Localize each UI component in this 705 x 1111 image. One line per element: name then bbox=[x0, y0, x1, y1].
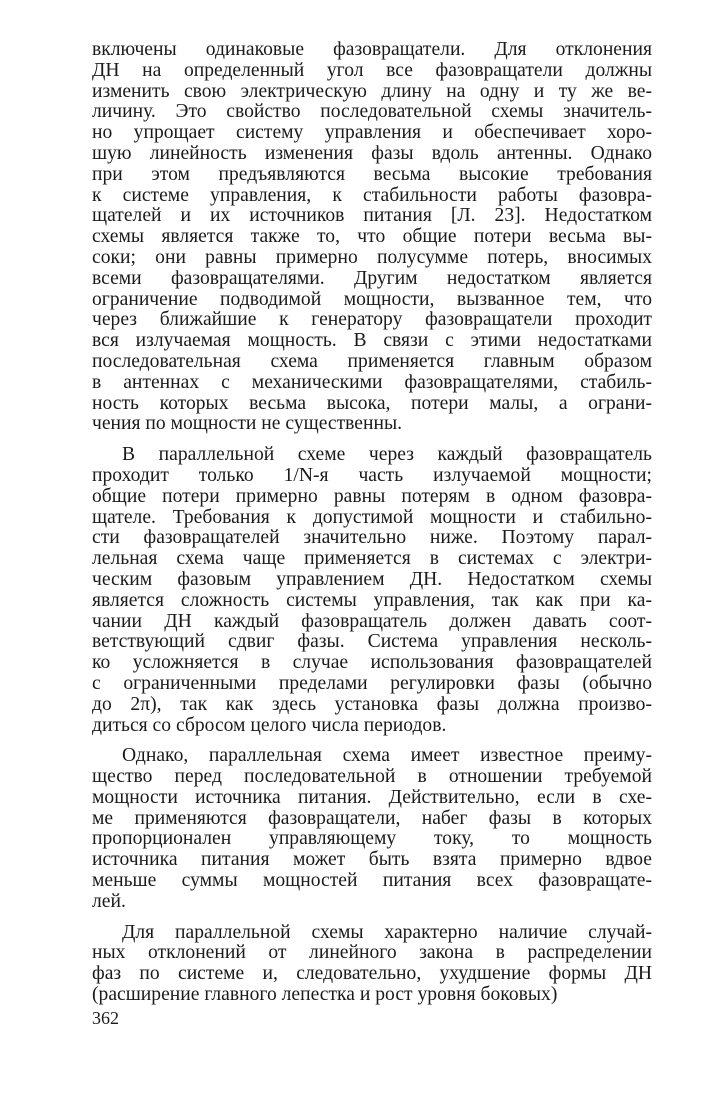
text-line: при этом предъявляются весьма высокие требования bbox=[92, 163, 652, 185]
text-line: личину. Это свойство последовательной схемы значитель- bbox=[92, 101, 652, 123]
text-line: чании ДН каждый фазовращатель должен давать соот- bbox=[92, 610, 652, 632]
text-line: изменить свою электрическую длину на одну и ту же ве- bbox=[92, 80, 652, 102]
text-line: пропорционален управляющему току, то мощность bbox=[92, 828, 652, 850]
paragraph-2 bbox=[92, 445, 705, 736]
text-line: (расширение главного лепестка и рост уровня боковых) bbox=[92, 984, 558, 1006]
text-line: в антеннах с механическими фазовращателями, стабиль- bbox=[92, 371, 652, 393]
text-line: Для параллельной схемы характерно наличие случай- bbox=[122, 921, 652, 943]
text-line: ческим фазовым управлением ДН. Недостатком схемы bbox=[92, 568, 652, 590]
text-line: общие потери примерно равны потерям в одном фазовра- bbox=[92, 485, 652, 507]
paragraph-3 bbox=[92, 746, 705, 912]
text-line: но упрощает систему управления и обеспечивает хоро- bbox=[92, 122, 652, 144]
text-line: всеми фазовращателями. Другим недостатком является bbox=[92, 267, 652, 289]
text-line: является сложность системы управления, так как при ка- bbox=[92, 589, 652, 611]
text-line: проходит только 1/N-я часть излучаемой мощности; bbox=[92, 464, 652, 486]
text-line: лельная схема чаще применяется в системах с электри- bbox=[92, 548, 652, 570]
text-line: щателей и их источников питания [Л. 23]. Недостатком bbox=[92, 205, 652, 227]
text-line: шую линейность изменения фазы вдоль антенны. Однако bbox=[92, 142, 652, 164]
text-line: ко усложняется в случае использования фазовращателей bbox=[92, 652, 652, 674]
text-line: ветствующий сдвиг фазы. Система управления несколь- bbox=[92, 631, 652, 653]
text-line: фаз по системе и, следовательно, ухудшение формы ДН bbox=[92, 963, 652, 985]
text-line: ность которых весьма высока, потери малы, а ограни- bbox=[92, 392, 652, 414]
text-line: мощности источника питания. Действительно, если в схе- bbox=[92, 786, 652, 808]
text-line: лей. bbox=[92, 890, 126, 912]
text-line: источника питания может быть взята примерно вдвое bbox=[92, 849, 652, 871]
paragraph-1 bbox=[92, 40, 705, 435]
text-line: через ближайшие к генератору фазовращатели проходит bbox=[92, 309, 652, 331]
text-line: последовательная схема применяется главным образом bbox=[92, 350, 652, 372]
text-line: до 2π), так как здесь установка фазы должна произво- bbox=[92, 693, 652, 715]
text-line: включены одинаковые фазовращатели. Для отклонения bbox=[92, 39, 652, 60]
paragraph-4 bbox=[92, 923, 705, 1006]
book-page bbox=[92, 40, 705, 1028]
text-line: ограничение подводимой мощности, вызванное тем, что bbox=[92, 288, 652, 310]
text-line: ДН на определенный угол все фазовращатели должны bbox=[92, 59, 652, 81]
text-line: ме применяются фазовращатели, набег фазы в которых bbox=[92, 807, 652, 829]
page-number: 362 bbox=[92, 1007, 119, 1028]
text-line: Однако, параллельная схема имеет известное преиму- bbox=[122, 745, 652, 767]
text-line: соки; они равны примерно полусумме потерь, вносимых bbox=[92, 246, 652, 268]
text-line: сти фазовращателей значительно ниже. Поэтому парал- bbox=[92, 527, 652, 549]
text-line: меньше суммы мощностей питания всех фазовращате- bbox=[92, 870, 652, 892]
text-line: вся излучаемая мощность. В связи с этими недостатками bbox=[92, 330, 652, 352]
text-line: чения по мощности не существенны. bbox=[92, 413, 403, 435]
text-line: диться со сбросом целого числа периодов. bbox=[92, 714, 447, 736]
text-line: схемы является также то, что общие потери весьма вы- bbox=[92, 226, 652, 248]
text-line: с ограниченными пределами регулировки фазы (обычно bbox=[92, 672, 652, 694]
text-line: к системе управления, к стабильности работы фазовра- bbox=[92, 184, 652, 206]
text-line: щество перед последовательной в отношении требуемой bbox=[92, 766, 652, 788]
text-line: В параллельной схеме через каждый фазовращатель bbox=[122, 444, 652, 466]
text-line: ных отклонений от линейного закона в распределении bbox=[92, 942, 652, 964]
text-line: щателе. Требования к допустимой мощности и стабильно- bbox=[92, 506, 652, 528]
